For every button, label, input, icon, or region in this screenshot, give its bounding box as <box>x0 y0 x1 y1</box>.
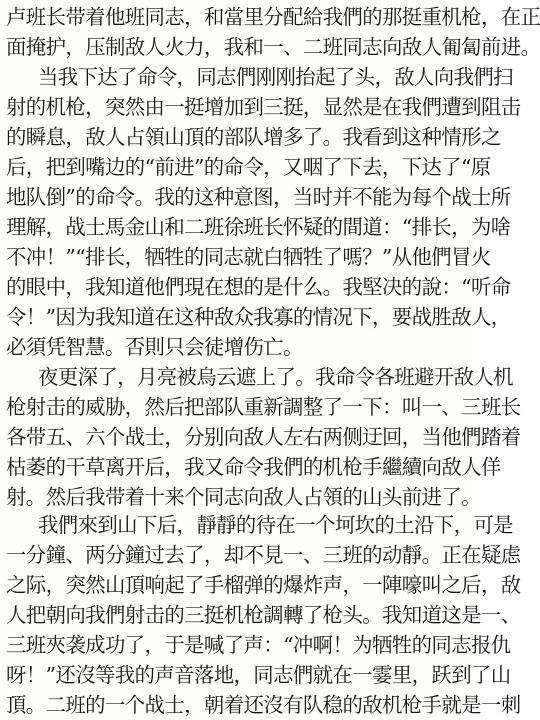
text-line: 射。然后我带着十来个同志向敌人占領的山头前进了。 <box>6 485 481 509</box>
text-line: 地队倒”的命令。我的这种意图，当时并不能为每个战士所 <box>6 185 511 209</box>
text-line: 射的机枪，突然由一挺增加到三挺，显然是在我們遭到阻击 <box>6 95 521 119</box>
text-line: 之际，突然山頂响起了手榴弹的爆炸声，一陣嚎叫之后，敌 <box>6 573 521 597</box>
text-line: 枯萎的干草离开后，我又命令我們的机枪手繼續向敌人佯 <box>6 455 501 479</box>
text-line: 我們來到山下后，靜靜的待在一个坷坎的土沿下，可是 <box>38 513 513 537</box>
text-line: 人把朝向我們射击的三挺机枪調轉了枪头。我知道这是一、 <box>6 603 521 627</box>
text-line: 枪射击的威胁，然后把部队重新調整了一下：叫一、三班长 <box>6 395 521 419</box>
text-line: 夜更深了，月亮被烏云遮上了。我命令各班避开敌人机 <box>38 365 513 389</box>
text-line: 不冲！”“排长，牺牲的同志就白牺牲了嗎？”从他們冒火 <box>6 245 491 269</box>
text-line: 呀！”还沒等我的声音落地，同志們就在一霎里，跃到了山 <box>6 663 511 687</box>
text-line: 頂。二班的一个战士，朝着还沒有队稳的敌机枪手就是一刺 <box>6 693 521 717</box>
text-line: 的眼中，我知道他們現在想的是什么。我堅决的說：“听命 <box>6 275 511 299</box>
text-line: 三班夾袭成功了，于是喊了声：“冲啊！为牺牲的同志报仇 <box>6 633 511 657</box>
text-line: 一分鐘、两分鐘过去了，却不見一、三班的动靜。正在疑虑 <box>6 543 521 567</box>
text-line: 卢班长带着他班同志，和當里分配給我們的那挺重机枪，在正 <box>6 5 540 29</box>
text-line: 后，把到嘴边的“前进”的命令，又咽了下去，下达了“原 <box>6 155 491 179</box>
text-line: 的瞬息，敌人占領山頂的部队增多了。我看到这种情形之 <box>6 125 501 149</box>
text-line: 理解，战士馬金山和二班徐班长怀疑的間道：“排长，为啥 <box>6 215 511 239</box>
text-line: 令！”因为我知道在这种敌众我寡的情况下，要战胜敌人， <box>6 305 511 329</box>
text-line: 面掩护，压制敌人火力，我和一、二班同志向敌人匍匐前进。 <box>6 35 540 59</box>
text-line: 必須凭智慧。否則只会徒增伤亡。 <box>6 335 303 359</box>
text-line: 各带五、六个战士，分别向敌人左右两侧迂回，当他們踏着 <box>6 425 521 449</box>
text-line: 当我下达了命令，同志們刚刚抬起了头，敌人向我們扫 <box>38 65 513 89</box>
